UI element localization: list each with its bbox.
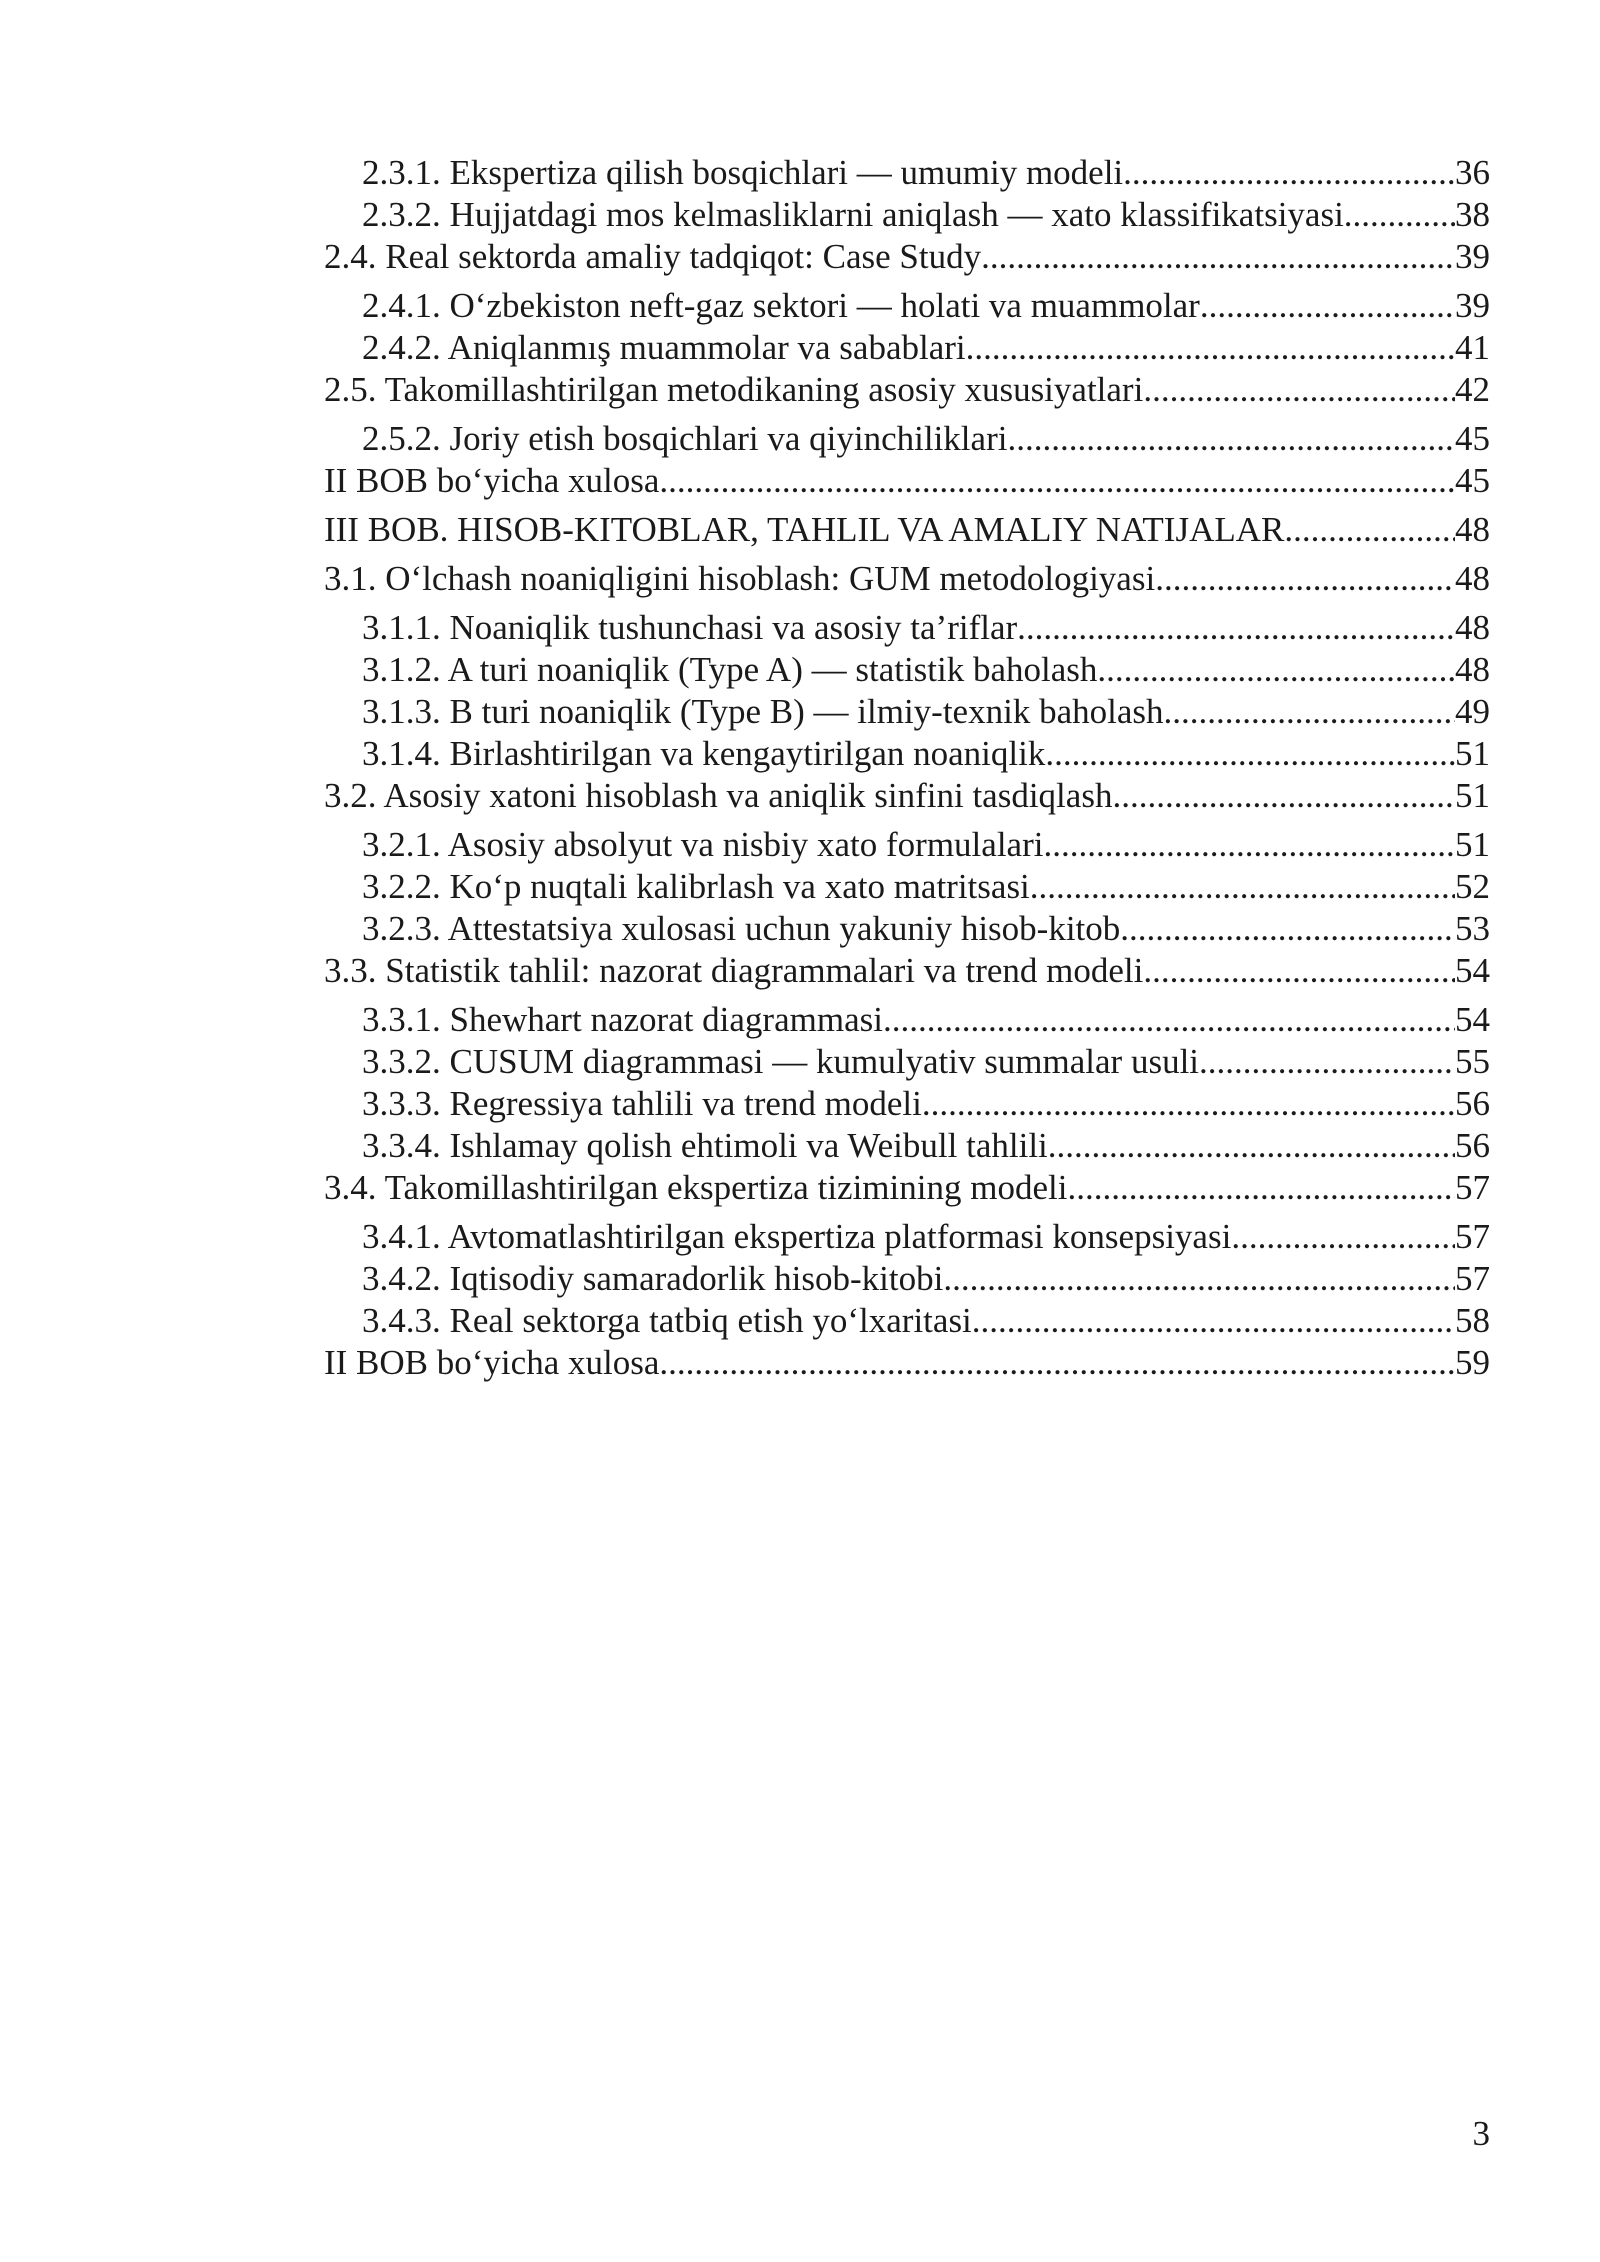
toc-entry[interactable] [324,152,1490,194]
toc-entry-title: 2.4. Real sektorda amaliy tadqiqot: Case Study [324,237,982,276]
toc-entry-page: 54 [1455,1000,1490,1039]
toc-entry-title: 3.2.2. Ko‘p nuqtali kalibrlash va xato matritsasi [362,867,1030,906]
toc-entry-page: 48 [1455,650,1490,689]
toc-dot-leader [972,1300,1455,1342]
toc-entry-page: 52 [1455,867,1490,906]
page-number: 3 [1472,2114,1490,2153]
toc-entry-title: 2.5. Takomillashtirilgan metodikaning asosiy xususiyatlari [324,370,1144,409]
toc-entry[interactable] [324,1083,1490,1125]
toc-entry-title: 3.4.3. Real sektorga tatbiq etish yo‘lxaritasi [362,1301,972,1340]
toc-entry-title: 3.1.2. A turi noaniqlik (Type A) — statistik baholash [362,650,1098,689]
toc-entry-title: 3.3. Statistik tahlil: nazorat diagrammalari va trend modeli [324,951,1144,990]
toc-entry[interactable] [324,1300,1490,1342]
toc-dot-leader [1163,691,1455,733]
toc-entry-title: 2.4.2. Aniqlanmış muammolar va sabablari [362,328,966,367]
toc-entry-page: 41 [1455,328,1490,367]
toc-dot-leader [659,1342,1455,1384]
toc-entry-title: 2.5.2. Joriy etish bosqichlari va qiyinchiliklari [362,419,1008,458]
toc-dot-leader [1045,733,1455,775]
toc-entry-page: 39 [1455,237,1490,276]
toc-dot-leader [1231,1216,1455,1258]
toc-dot-leader [1112,775,1455,817]
toc-entry-page: 45 [1455,461,1490,500]
toc-dot-leader [981,236,1455,278]
toc-entry-title: 3.4.1. Avtomatlashtirilgan ekspertiza platformasi konsepsiyasi [362,1217,1232,1256]
toc-entry-page: 51 [1455,825,1490,864]
toc-dot-leader [1284,509,1455,551]
toc-entry[interactable] [324,1167,1490,1209]
toc-entry-title: 3.3.1. Shewhart nazorat diagrammasi [362,1000,883,1039]
toc-dot-leader [883,999,1455,1041]
toc-entry-page: 57 [1455,1168,1490,1207]
toc-entry[interactable] [324,1258,1490,1300]
toc-dot-leader [1007,418,1455,460]
toc-dot-leader [922,1083,1455,1125]
toc-entry-title: 3.4.2. Iqtisodiy samaradorlik hisob-kitobi [362,1259,944,1298]
toc-entry-page: 53 [1455,909,1490,948]
toc-entry-page: 45 [1455,419,1490,458]
toc-entry-title: 3.4. Takomillashtirilgan ekspertiza tizimining modeli [324,1168,1068,1207]
toc-entry-page: 58 [1455,1301,1490,1340]
toc-entry[interactable] [324,733,1490,775]
toc-entry-page: 56 [1455,1084,1490,1123]
toc-entry-page: 38 [1455,195,1490,234]
toc-entry[interactable] [324,236,1490,278]
toc-entry[interactable] [324,285,1490,327]
toc-entry[interactable] [324,908,1490,950]
toc-entry[interactable] [324,824,1490,866]
table-of-contents [324,152,1490,1384]
toc-entry-page: 51 [1455,734,1490,773]
toc-entry[interactable] [324,1216,1490,1258]
toc-entry-title: II BOB bo‘yicha xulosa [324,1343,660,1382]
toc-entry[interactable] [324,1125,1490,1167]
toc-entry[interactable] [324,327,1490,369]
toc-entry-page: 49 [1455,692,1490,731]
toc-entry-page: 57 [1455,1259,1490,1298]
toc-entry-title: 3.2.3. Attestatsiya xulosasi uchun yakuniy hisob-kitob [362,909,1121,948]
toc-entry-title: 3.2.1. Asosiy absolyut va nisbiy xato formulalari [362,825,1044,864]
toc-entry-page: 59 [1455,1343,1490,1382]
toc-entry-title: II BOB bo‘yicha xulosa [324,461,660,500]
toc-dot-leader [1143,369,1455,411]
toc-entry[interactable] [324,194,1490,236]
toc-dot-leader [1344,194,1455,236]
toc-entry[interactable] [324,509,1490,551]
toc-entry[interactable] [324,369,1490,411]
toc-entry-title: 3.1.1. Noaniqlik tushunchasi va asosiy ta’riflar [362,608,1018,647]
toc-dot-leader [659,460,1455,502]
toc-dot-leader [943,1258,1455,1300]
toc-entry-title: 2.3.2. Hujjatdagi mos kelmasliklarni aniqlash — xato klassifikatsiyasi [362,195,1344,234]
toc-entry-title: III BOB. HISOB-KITOBLAR, TAHLIL VA AMALIY NATIJALAR [324,510,1285,549]
toc-entry-page: 55 [1455,1042,1490,1081]
toc-entry-page: 36 [1455,153,1490,192]
toc-entry[interactable] [324,775,1490,817]
toc-entry-title: 3.3.2. CUSUM diagrammasi — kumulyativ summalar usuli [362,1042,1200,1081]
toc-dot-leader [1043,824,1455,866]
toc-entry[interactable] [324,460,1490,502]
toc-entry-page: 48 [1455,608,1490,647]
toc-dot-leader [1199,1041,1455,1083]
toc-dot-leader [1120,908,1455,950]
toc-dot-leader [1123,152,1455,194]
toc-entry-page: 42 [1455,370,1490,409]
toc-entry-page: 51 [1455,776,1490,815]
toc-entry-page: 57 [1455,1217,1490,1256]
toc-entry[interactable] [324,607,1490,649]
toc-entry-page: 56 [1455,1126,1490,1165]
toc-entry[interactable] [324,418,1490,460]
toc-entry[interactable] [324,1041,1490,1083]
toc-dot-leader [1067,1167,1455,1209]
toc-entry-page: 54 [1455,951,1490,990]
toc-entry-title: 3.1. O‘lchash noaniqligini hisoblash: GUM metodologiyasi [324,559,1156,598]
toc-entry-page: 39 [1455,286,1490,325]
toc-entry-title: 3.3.3. Regressiya tahlili va trend modeli [362,1084,922,1123]
toc-dot-leader [1030,866,1455,908]
toc-entry-page: 48 [1455,510,1490,549]
toc-dot-leader [966,327,1455,369]
toc-dot-leader [1155,558,1455,600]
toc-entry[interactable] [324,950,1490,992]
toc-entry-title: 3.1.3. B turi noaniqlik (Type B) — ilmiy-texnik baholash [362,692,1164,731]
toc-dot-leader [1097,649,1455,691]
toc-entry[interactable] [324,866,1490,908]
toc-entry-title: 3.3.4. Ishlamay qolish ehtimoli va Weibull tahlili [362,1126,1048,1165]
toc-entry-title: 2.4.1. O‘zbekiston neft-gaz sektori — holati va muammolar [362,286,1200,325]
toc-entry[interactable] [324,691,1490,733]
toc-entry[interactable] [324,649,1490,691]
toc-entry[interactable] [324,558,1490,600]
toc-dot-leader [1200,285,1455,327]
toc-dot-leader [1143,950,1455,992]
toc-entry[interactable] [324,999,1490,1041]
toc-entry-page: 48 [1455,559,1490,598]
toc-dot-leader [1048,1125,1455,1167]
toc-entry-title: 3.1.4. Birlashtirilgan va kengaytirilgan noaniqlik [362,734,1046,773]
toc-entry-title: 2.3.1. Ekspertiza qilish bosqichlari — umumiy modeli [362,153,1124,192]
toc-dot-leader [1017,607,1455,649]
toc-entry[interactable] [324,1342,1490,1384]
toc-entry-title: 3.2. Asosiy xatoni hisoblash va aniqlik sinfini tasdiqlash [324,776,1113,815]
